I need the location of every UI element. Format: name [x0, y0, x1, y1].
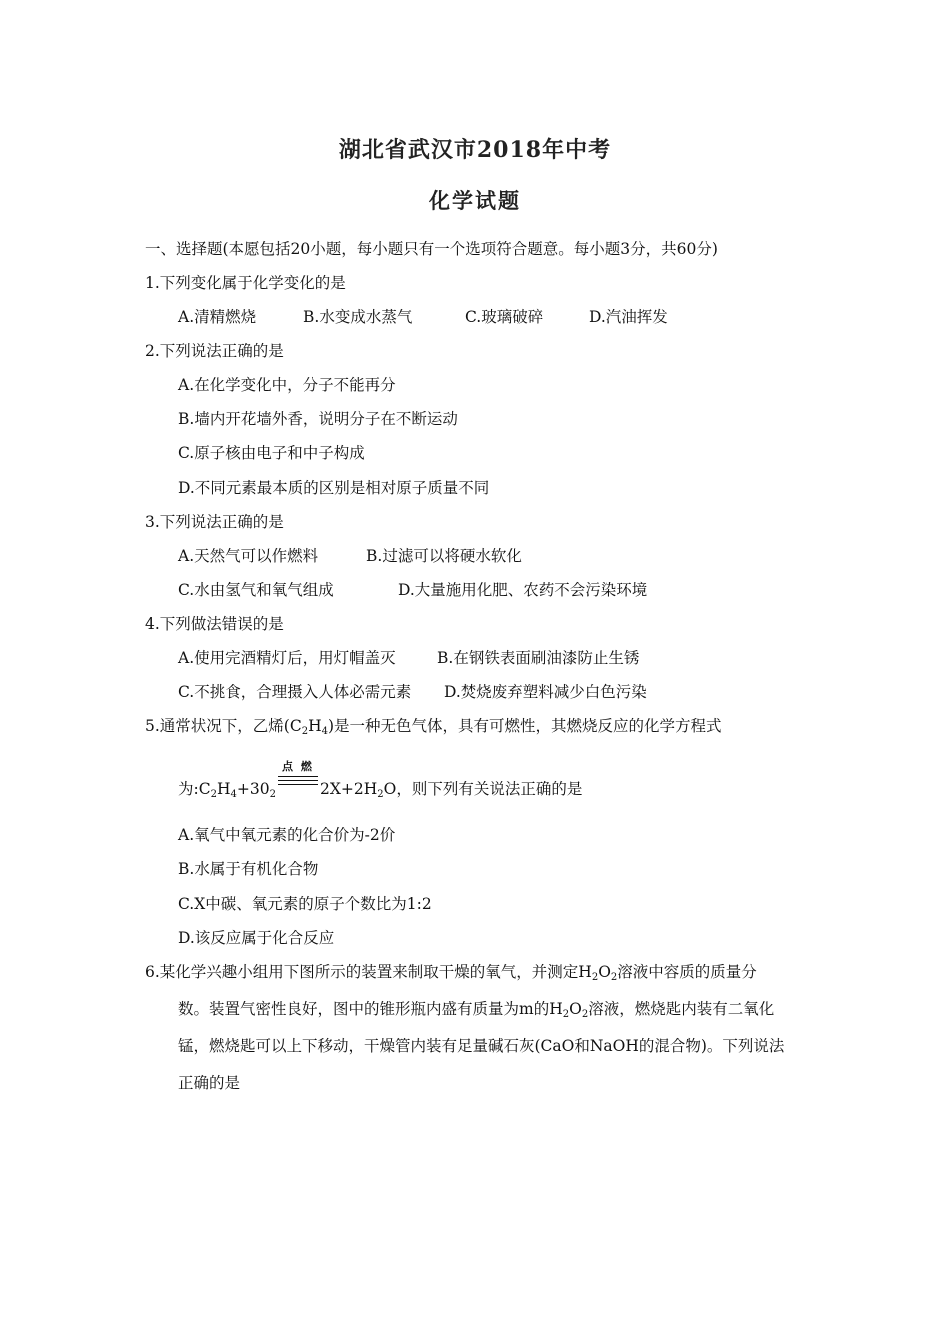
exam-title: 湖北省武汉市2018年中考 — [338, 137, 612, 163]
question-2-option-b: B.墙内开花墙外香，说明分子在不断运动 — [178, 410, 458, 428]
question-1-option-d: D.汽油挥发 — [589, 308, 668, 326]
question-3-option-d: D.大量施用化肥、农药不会污染环境 — [398, 581, 648, 599]
question-2-option-d: D.不同元素最本质的区别是相对原子质量不同 — [178, 479, 490, 497]
q5-subscript: 2 — [301, 726, 309, 737]
question-3-stem: 3.下列说法正确的是 — [145, 513, 284, 531]
question-1-option-c: C.玻璃破碎 — [465, 308, 544, 326]
equation-bar — [278, 784, 318, 785]
question-5-option-b: B.水属于有机化合物 — [178, 860, 319, 878]
eq-text: +30 — [236, 780, 270, 798]
q6-subscript: 2 — [610, 972, 618, 983]
question-6-line-3: 锰，燃烧匙可以上下移动，干燥管内装有足量碱石灰(CaO和NaOH的混合物)。下列说法 — [178, 1037, 785, 1055]
question-5-stem — [145, 715, 722, 737]
question-5-option-c: C.X中碳、氧元素的原子个数比为1:2 — [178, 895, 432, 913]
question-6-line-2 — [178, 998, 774, 1020]
equation-bar — [278, 776, 318, 777]
eq-text: H — [216, 780, 231, 798]
question-4-option-a: A.使用完酒精灯后，用灯帽盖灭 — [178, 649, 396, 667]
question-2-option-c: C.原子核由电子和中子构成 — [178, 444, 365, 462]
q5-subscript: 4 — [321, 726, 328, 737]
eq-subscript: 2 — [210, 789, 217, 800]
question-5-equation — [178, 760, 583, 812]
q5-stem-text: 5.通常状况下，乙烯(C — [145, 717, 302, 735]
q6-text: 溶液，燃烧匙内装有二氧化 — [588, 1000, 775, 1018]
q6-text: 溶液中容质的质量分 — [617, 963, 757, 981]
question-5-option-a: A.氧气中氧元素的化合价为-2价 — [178, 826, 396, 844]
question-4-option-d: D.焚烧废弃塑料减少白色污染 — [444, 683, 647, 701]
eq-subscript: 2 — [269, 789, 276, 800]
question-4-option-c: C.不挑食，合理摄入人体必需元素 — [178, 683, 412, 701]
exam-subtitle: 化学试题 — [429, 188, 521, 213]
q6-text: O — [569, 1000, 582, 1018]
eq-subscript: 4 — [230, 789, 237, 800]
question-4-stem: 4.下列做法错误的是 — [145, 615, 284, 633]
eq-text: 2X+2H — [319, 780, 378, 798]
q5-stem-text: )是一种无色气体，具有可燃性，其燃烧反应的化学方程式 — [327, 717, 722, 735]
equation-bar — [278, 780, 318, 781]
reaction-condition-label: 点 燃 — [282, 760, 314, 773]
question-2-stem: 2.下列说法正确的是 — [145, 342, 284, 360]
question-5-option-d: D.该反应属于化合反应 — [178, 929, 335, 947]
question-3-option-c: C.水由氢气和氧气组成 — [178, 581, 334, 599]
q6-subscript: 2 — [581, 1009, 589, 1020]
q6-text: O — [598, 963, 611, 981]
question-6-line-1 — [145, 961, 757, 983]
q6-subscript: 2 — [562, 1009, 570, 1020]
question-1-option-b: B.水变成水蒸气 — [303, 308, 413, 326]
reaction-condition — [278, 760, 318, 794]
question-3-option-a: A.天然气可以作燃料 — [178, 547, 319, 565]
q6-text: 6.某化学兴趣小组用下图所示的装置来制取干燥的氧气，并测定H — [145, 963, 592, 981]
q5-stem-text: H — [308, 717, 322, 735]
eq-text: 为:C — [178, 780, 211, 798]
question-1-stem: 1.下列变化属于化学变化的是 — [145, 274, 346, 292]
section-heading: 一、选择题(本愿包括20小题，每小题只有一个选项符合题意。每小题3分，共60分) — [145, 240, 718, 258]
eq-text: O，则下列有关说法正确的是 — [383, 780, 583, 798]
question-2-option-a: A.在化学变化中，分子不能再分 — [178, 376, 396, 394]
question-1-option-a: A.清精燃烧 — [178, 308, 257, 326]
question-6-line-4: 正确的是 — [178, 1074, 241, 1092]
eq-subscript: 2 — [377, 789, 384, 800]
question-4-option-b: B.在钢铁表面刷油漆防止生锈 — [437, 649, 640, 667]
question-3-option-b: B.过滤可以将硬水软化 — [366, 547, 522, 565]
q6-subscript: 2 — [591, 972, 599, 983]
q6-text: 数。装置气密性良好，图中的锥形瓶内盛有质量为m的H — [178, 1000, 563, 1018]
